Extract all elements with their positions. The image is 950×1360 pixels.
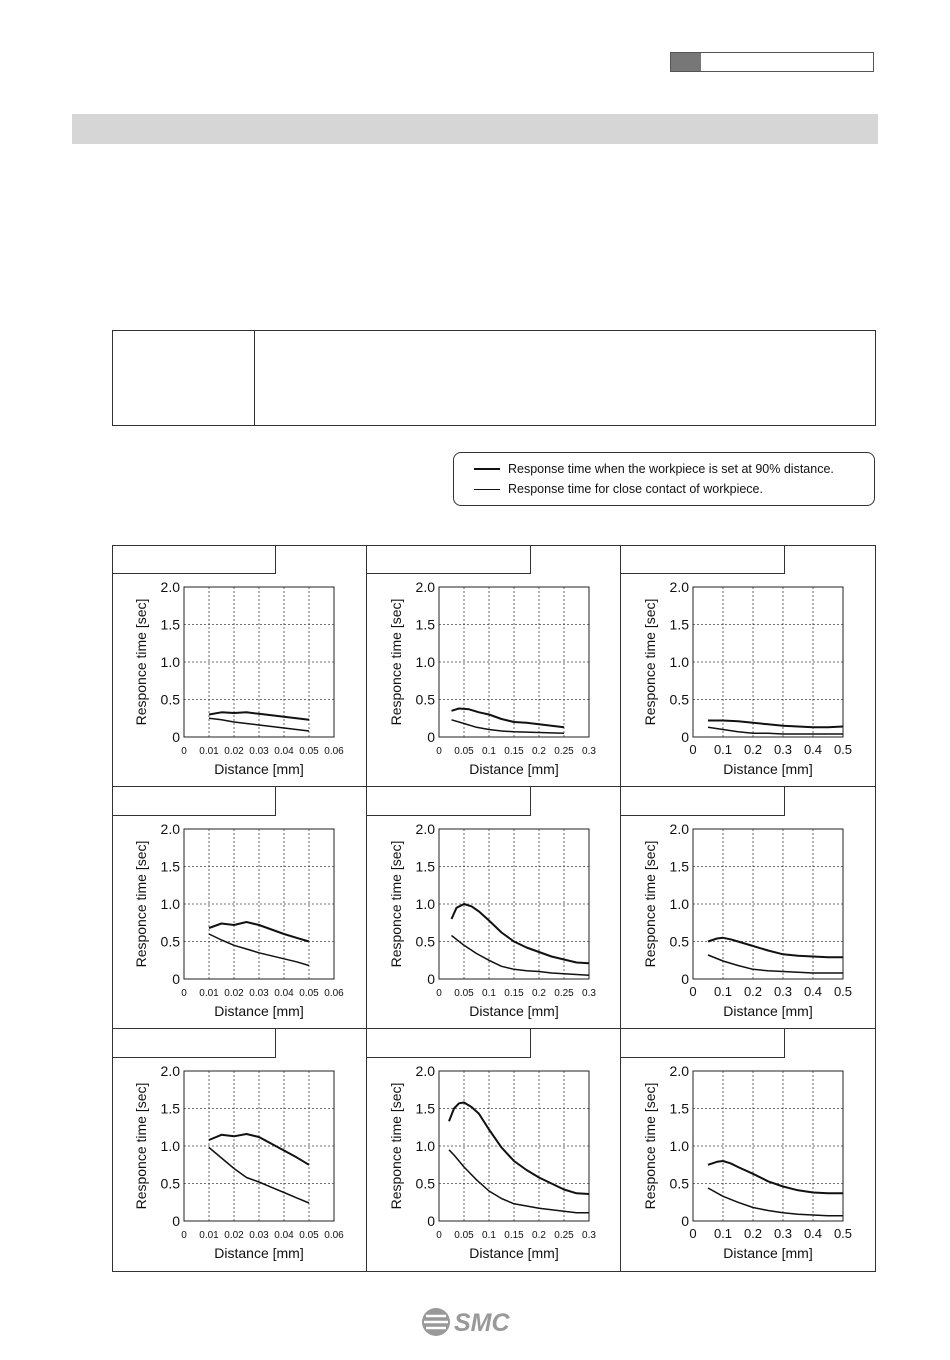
y-tick-label: 0 xyxy=(427,1213,435,1229)
y-tick-label: 0 xyxy=(172,729,180,745)
response-time-chart xyxy=(621,545,876,787)
x-axis-label: Distance [mm] xyxy=(723,1245,813,1261)
x-tick-label: 0.3 xyxy=(773,1226,793,1241)
y-tick-label: 2.0 xyxy=(160,579,180,595)
x-tick-label: 0.06 xyxy=(324,988,344,999)
x-tick-label: 0.04 xyxy=(274,988,294,999)
y-axis-label: Responce time [sec] xyxy=(388,1082,404,1210)
y-axis-label: Responce time [sec] xyxy=(642,598,658,726)
x-tick-label: 0.2 xyxy=(532,1230,546,1241)
x-tick-label: 0.3 xyxy=(773,984,793,999)
y-tick-label: 2.0 xyxy=(160,1063,180,1079)
x-tick-label: 0.05 xyxy=(454,1230,474,1241)
y-axis-label: Responce time [sec] xyxy=(388,598,404,726)
y-tick-label: 1.0 xyxy=(415,896,435,912)
smc-logo xyxy=(420,1302,530,1342)
response-time-chart xyxy=(112,545,367,787)
x-tick-label: 0 xyxy=(689,742,697,757)
x-tick-label: 0.05 xyxy=(454,988,474,999)
x-tick-label: 0.05 xyxy=(299,1230,319,1241)
x-tick-label: 0 xyxy=(689,984,697,999)
plot-area xyxy=(693,1071,843,1221)
y-tick-label: 1.0 xyxy=(669,896,689,912)
x-tick-label: 0 xyxy=(181,1230,187,1241)
response-time-chart xyxy=(112,1029,367,1272)
y-tick-label: 0 xyxy=(681,729,689,745)
plot-area xyxy=(184,829,334,979)
plot-area xyxy=(439,1071,589,1221)
legend-label: Response time for close contact of workpiece. xyxy=(508,482,763,496)
x-tick-label: 0 xyxy=(689,1226,697,1241)
x-tick-label: 0.3 xyxy=(582,746,596,757)
chart-cell xyxy=(112,1029,367,1272)
x-axis-label: Distance [mm] xyxy=(723,1003,813,1019)
legend-item-90-percent xyxy=(474,460,834,478)
x-axis-label: Distance [mm] xyxy=(214,1003,304,1019)
series-line-close-contact xyxy=(449,1150,589,1213)
x-axis-label: Distance [mm] xyxy=(469,761,559,777)
series-line-90-percent xyxy=(452,904,590,963)
x-tick-label: 0.2 xyxy=(743,984,763,999)
x-tick-label: 0.02 xyxy=(224,746,244,757)
plot-area xyxy=(439,587,589,737)
x-tick-label: 0.25 xyxy=(554,1230,574,1241)
y-tick-label: 1.5 xyxy=(669,1100,689,1117)
y-tick-label: 0.5 xyxy=(669,1175,689,1192)
y-tick-label: 1.0 xyxy=(415,1138,435,1154)
x-tick-label: 0.1 xyxy=(482,1230,496,1241)
x-tick-label: 0.2 xyxy=(532,746,546,757)
chart-cell xyxy=(367,1029,621,1272)
y-tick-label: 2.0 xyxy=(415,821,435,837)
response-time-chart xyxy=(367,1029,621,1272)
y-tick-label: 2.0 xyxy=(669,579,689,595)
series-line-90-percent xyxy=(708,1161,843,1193)
plot-area xyxy=(693,587,843,737)
x-tick-label: 0.04 xyxy=(274,1230,294,1241)
y-tick-label: 0.5 xyxy=(160,691,180,708)
series-line-close-contact xyxy=(452,720,565,734)
x-tick-label: 0.06 xyxy=(324,1230,344,1241)
x-axis-label: Distance [mm] xyxy=(469,1003,559,1019)
y-tick-label: 1.5 xyxy=(415,858,435,875)
y-tick-label: 1.5 xyxy=(415,616,435,633)
x-tick-label: 0.4 xyxy=(803,742,823,757)
response-time-chart xyxy=(621,1029,876,1272)
x-tick-label: 0.3 xyxy=(582,1230,596,1241)
x-axis-label: Distance [mm] xyxy=(214,761,304,777)
x-tick-label: 0.01 xyxy=(199,988,219,999)
x-tick-label: 0.05 xyxy=(299,988,319,999)
x-axis-label: Distance [mm] xyxy=(214,1245,304,1261)
chart-cell xyxy=(112,787,367,1029)
y-tick-label: 2.0 xyxy=(669,1063,689,1079)
y-tick-label: 1.0 xyxy=(669,654,689,670)
y-tick-label: 0 xyxy=(172,971,180,987)
plot-area xyxy=(439,829,589,979)
y-tick-label: 1.0 xyxy=(160,654,180,670)
info-table xyxy=(112,330,876,426)
response-time-chart xyxy=(367,545,621,787)
y-tick-label: 1.5 xyxy=(415,1100,435,1117)
x-tick-label: 0.2 xyxy=(743,1226,763,1241)
section-bar xyxy=(72,114,878,144)
y-tick-label: 1.0 xyxy=(669,1138,689,1154)
response-time-chart xyxy=(112,787,367,1029)
x-tick-label: 0.4 xyxy=(803,1226,823,1241)
x-tick-label: 0.06 xyxy=(324,746,344,757)
chart-cell xyxy=(621,1029,876,1272)
plot-area xyxy=(184,1071,334,1221)
legend-label: Response time when the workpiece is set at 90% distance. xyxy=(508,462,834,476)
y-tick-label: 0.5 xyxy=(415,691,435,708)
y-tick-label: 0.5 xyxy=(415,1175,435,1192)
response-time-chart xyxy=(367,787,621,1029)
y-tick-label: 0 xyxy=(172,1213,180,1229)
chart-cell xyxy=(367,545,621,787)
y-tick-label: 2.0 xyxy=(669,821,689,837)
x-tick-label: 0.1 xyxy=(713,984,733,999)
response-time-chart xyxy=(621,787,876,1029)
chart-cell xyxy=(621,545,876,787)
x-tick-label: 0 xyxy=(436,1230,442,1241)
x-tick-label: 0 xyxy=(181,746,187,757)
header-tab-swatch xyxy=(671,53,701,71)
x-tick-label: 0.15 xyxy=(504,1230,524,1241)
x-tick-label: 0.15 xyxy=(504,988,524,999)
x-tick-label: 0.25 xyxy=(554,988,574,999)
x-tick-label: 0.04 xyxy=(274,746,294,757)
x-tick-label: 0 xyxy=(436,988,442,999)
x-tick-label: 0.1 xyxy=(713,1226,733,1241)
x-tick-label: 0.05 xyxy=(454,746,474,757)
y-axis-label: Responce time [sec] xyxy=(388,840,404,968)
x-tick-label: 0.4 xyxy=(803,984,823,999)
chart-cell xyxy=(621,787,876,1029)
y-axis-label: Responce time [sec] xyxy=(133,598,149,726)
y-tick-label: 0.5 xyxy=(669,933,689,950)
x-tick-label: 0.1 xyxy=(482,746,496,757)
header-tab xyxy=(670,52,874,72)
y-tick-label: 0.5 xyxy=(160,933,180,950)
x-tick-label: 0.2 xyxy=(743,742,763,757)
x-tick-label: 0.25 xyxy=(554,746,574,757)
chart-cell xyxy=(367,787,621,1029)
x-tick-label: 0.2 xyxy=(532,988,546,999)
series-line-90-percent xyxy=(708,938,843,958)
y-tick-label: 0 xyxy=(681,1213,689,1229)
smc-logo-text: SMC xyxy=(454,1309,510,1337)
y-tick-label: 2.0 xyxy=(415,1063,435,1079)
y-tick-label: 1.5 xyxy=(669,858,689,875)
x-tick-label: 0 xyxy=(436,746,442,757)
legend-line-thick xyxy=(474,468,500,470)
y-tick-label: 0 xyxy=(427,971,435,987)
y-tick-label: 1.5 xyxy=(160,616,180,633)
x-axis-label: Distance [mm] xyxy=(469,1245,559,1261)
x-tick-label: 0.15 xyxy=(504,746,524,757)
x-tick-label: 0.5 xyxy=(833,742,853,757)
y-tick-label: 1.5 xyxy=(669,616,689,633)
x-tick-label: 0 xyxy=(181,988,187,999)
y-tick-label: 0.5 xyxy=(669,691,689,708)
x-tick-label: 0.05 xyxy=(299,746,319,757)
x-tick-label: 0.01 xyxy=(199,1230,219,1241)
x-tick-label: 0.5 xyxy=(833,984,853,999)
y-tick-label: 0.5 xyxy=(415,933,435,950)
x-tick-label: 0.01 xyxy=(199,746,219,757)
x-tick-label: 0.03 xyxy=(249,988,269,999)
x-tick-label: 0.02 xyxy=(224,1230,244,1241)
series-line-close-contact xyxy=(708,727,843,734)
y-tick-label: 1.5 xyxy=(160,1100,180,1117)
y-tick-label: 2.0 xyxy=(415,579,435,595)
x-tick-label: 0.1 xyxy=(482,988,496,999)
series-line-90-percent xyxy=(449,1103,589,1195)
y-tick-label: 0.5 xyxy=(160,1175,180,1192)
x-tick-label: 0.5 xyxy=(833,1226,853,1241)
x-axis-label: Distance [mm] xyxy=(723,761,813,777)
y-axis-label: Responce time [sec] xyxy=(133,840,149,968)
y-axis-label: Responce time [sec] xyxy=(133,1082,149,1210)
legend-line-thin xyxy=(474,489,500,490)
x-tick-label: 0.03 xyxy=(249,746,269,757)
y-tick-label: 2.0 xyxy=(160,821,180,837)
y-tick-label: 1.5 xyxy=(160,858,180,875)
series-line-90-percent xyxy=(708,721,843,728)
x-tick-label: 0.3 xyxy=(582,988,596,999)
y-tick-label: 1.0 xyxy=(415,654,435,670)
y-tick-label: 0 xyxy=(681,971,689,987)
y-axis-label: Responce time [sec] xyxy=(642,1082,658,1210)
x-tick-label: 0.03 xyxy=(249,1230,269,1241)
y-tick-label: 1.0 xyxy=(160,896,180,912)
y-tick-label: 1.0 xyxy=(160,1138,180,1154)
info-table-divider xyxy=(254,331,255,425)
x-tick-label: 0.1 xyxy=(713,742,733,757)
x-tick-label: 0.02 xyxy=(224,988,244,999)
y-tick-label: 0 xyxy=(427,729,435,745)
x-tick-label: 0.3 xyxy=(773,742,793,757)
y-axis-label: Responce time [sec] xyxy=(642,840,658,968)
chart-cell xyxy=(112,545,367,787)
chart-legend xyxy=(453,452,875,506)
legend-item-close-contact xyxy=(474,480,763,498)
